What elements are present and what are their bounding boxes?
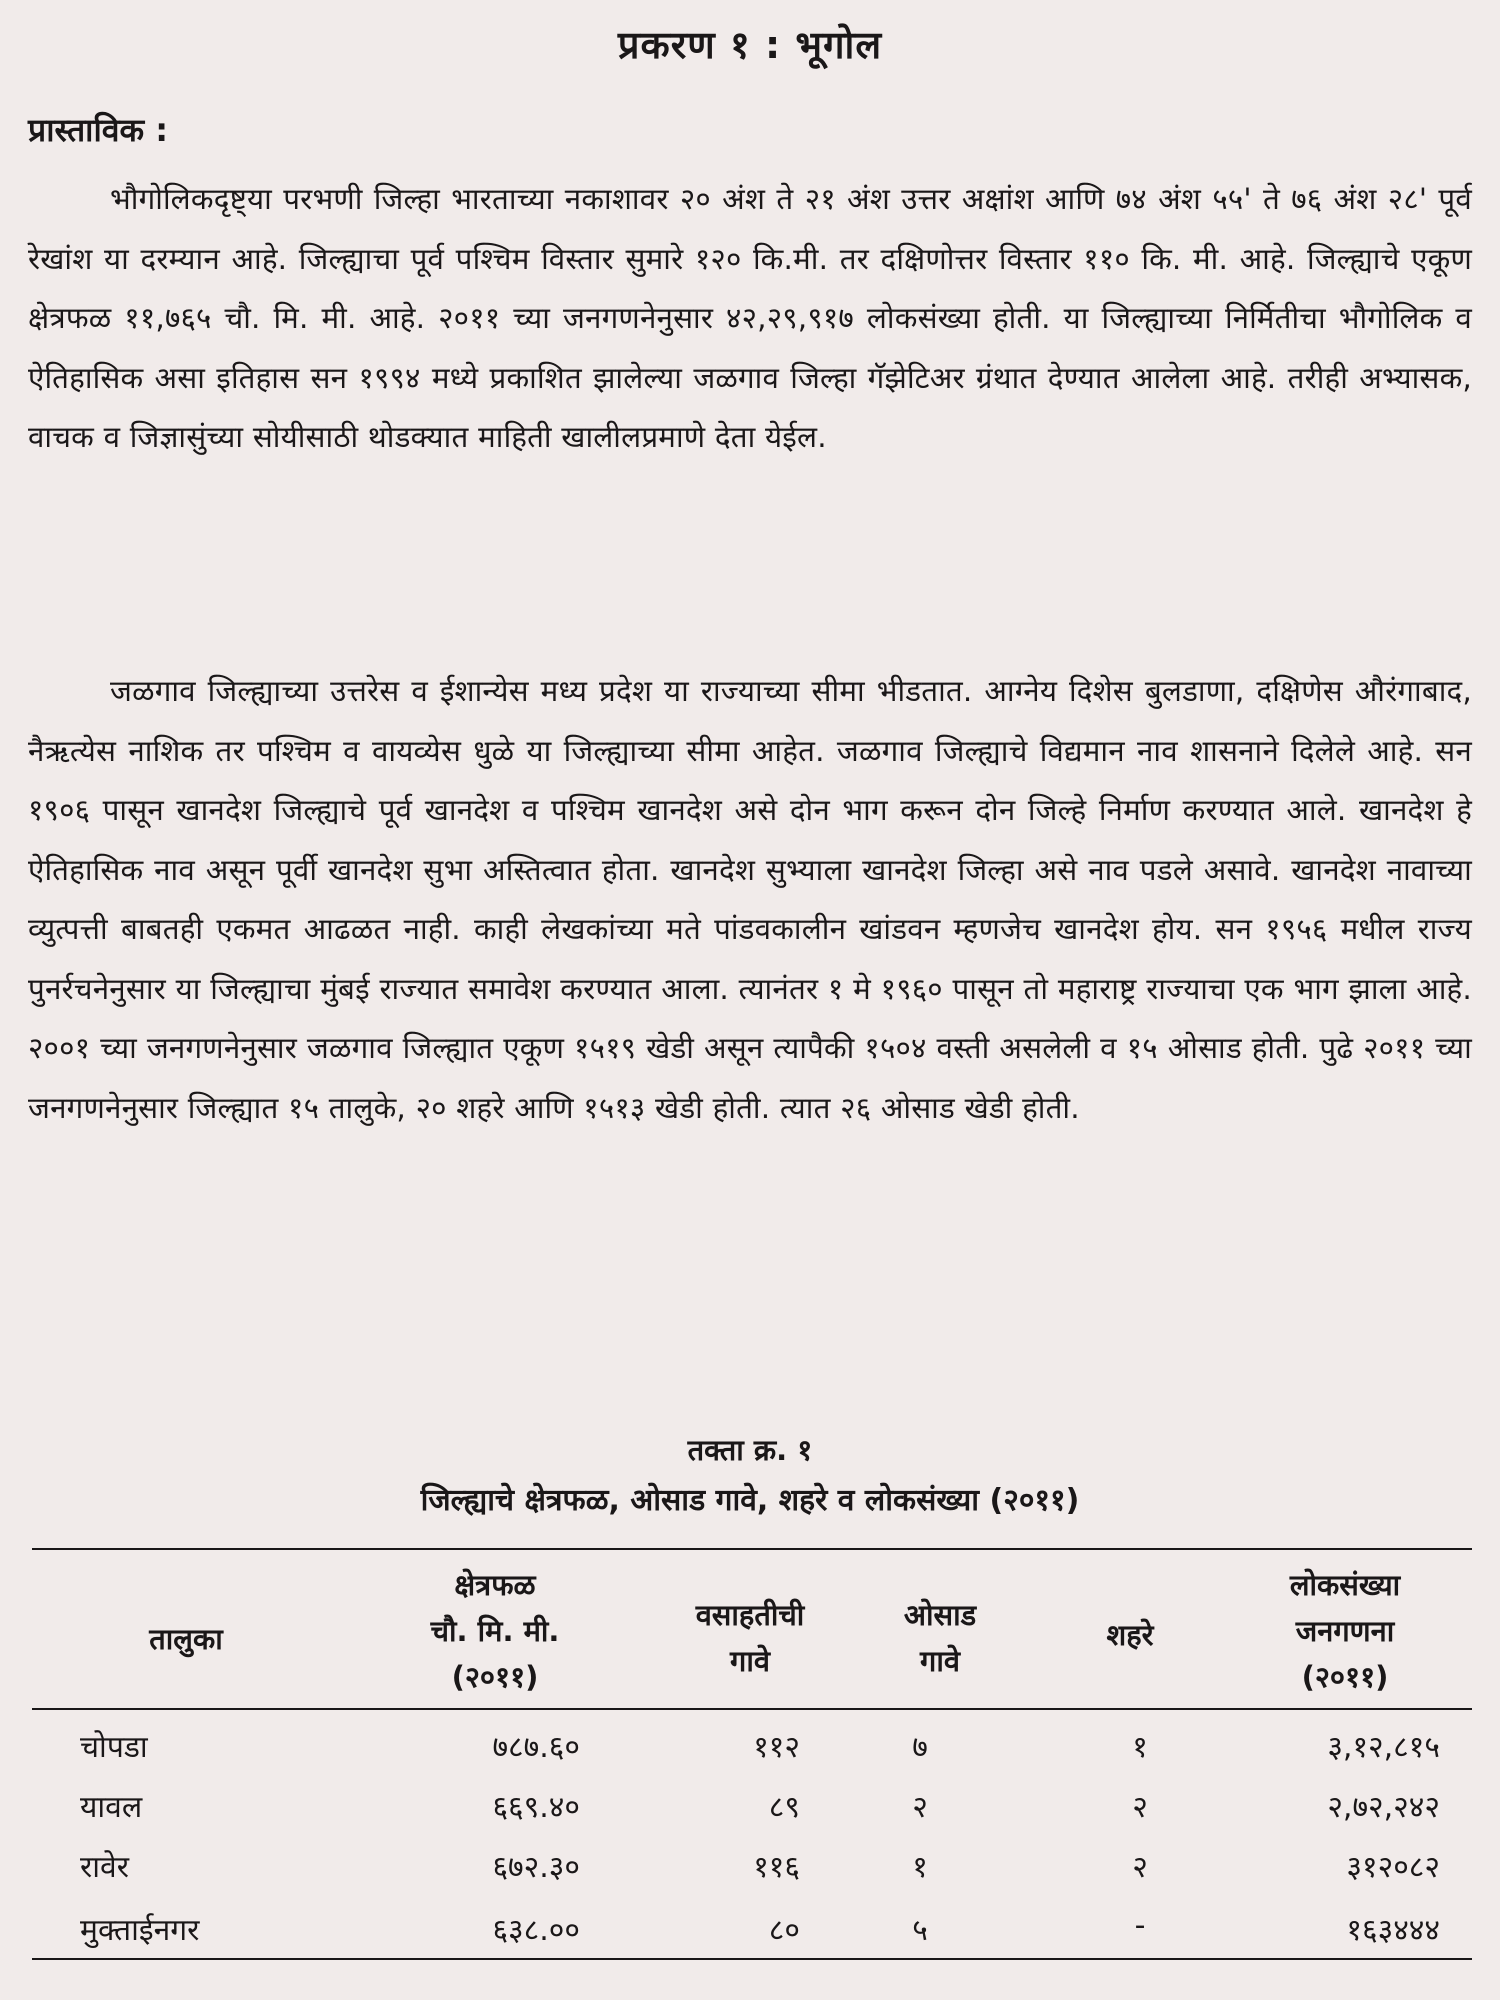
cell-deserted: १: [912, 1850, 928, 1885]
table-bottom-rule: [32, 1958, 1472, 1960]
cell-taluka: रावेर: [80, 1850, 129, 1885]
cell-deserted: २: [912, 1790, 928, 1825]
cell-towns: २: [1132, 1850, 1148, 1885]
cell-population: ३१२०८२: [1346, 1850, 1440, 1885]
cell-population: २,७२,२४२: [1327, 1790, 1440, 1825]
chapter-title: प्रकरण १ : भूगोल: [617, 23, 883, 67]
header-deserted-line1: ओसाड: [903, 1598, 977, 1632]
cell-population: १६३४४४: [1346, 1913, 1440, 1948]
header-area-line3: (२०११): [451, 1660, 539, 1694]
header-deserted-line2: गावे: [920, 1644, 960, 1678]
header-population-line1: लोकसंख्या: [1289, 1568, 1401, 1602]
cell-deserted: ५: [912, 1913, 928, 1948]
cell-taluka: यावल: [80, 1790, 143, 1825]
header-area-line1: क्षेत्रफळ: [454, 1568, 536, 1602]
paragraph-intro: भौगोलिकदृष्ट्या परभणी जिल्हा भारताच्या नकाशावर २० अंश ते २१ अंश उत्तर अक्षांश आणि ७४ अंश ५५' ते ७६ अंश २८' पूर्व रेखांश या दरम्यान आहे. जिल्ह्याचा पूर्व पश्चिम विस्तार सुमारे १२० कि.मी. तर दक्षिणोत्तर विस्तार ११० कि. मी. आहे. जिल्ह्याचे एकूण क्षेत्रफळ ११,७६५ चौ. मि. मी. आहे. २०११ च्या जनगणनेनुसार ४२,२९,९१७ लोकसंख्या होती. या जिल्ह्याच्या निर्मितीचा भौगोलिक व ऐतिहासिक असा इतिहास सन १९९४ मध्ये प्रकाशित झालेल्या जळगाव जिल्हा गॅझेटिअर ग्रंथात देण्यात आलेला आहे. तरीही अभ्यासक, वाचक व जिज्ञासुंच्या सोयीसाठी थोडक्यात माहिती खालीलप्रमाणे देता येईल.: [28, 182, 1472, 454]
cell-area: ६३८.००: [492, 1913, 580, 1948]
header-villages-line1: वसाहतीची: [695, 1598, 805, 1632]
table-header-rule: [32, 1708, 1472, 1710]
cell-villages: ८९: [768, 1790, 800, 1825]
cell-deserted: ७: [912, 1730, 928, 1765]
cell-towns: २: [1132, 1790, 1148, 1825]
header-population-line2: जनगणना: [1295, 1614, 1395, 1648]
table-top-rule: [32, 1548, 1472, 1550]
cell-area: ६६९.४०: [492, 1790, 580, 1825]
cell-villages: ११२: [753, 1730, 800, 1765]
cell-area: ६७२.३०: [492, 1850, 580, 1885]
header-villages-line2: गावे: [730, 1644, 770, 1678]
cell-taluka: चोपडा: [80, 1730, 148, 1765]
table-number: तक्ता क्र. १: [687, 1433, 813, 1467]
header-area-line2: चौ. मि. मी.: [430, 1614, 560, 1648]
cell-taluka: मुक्ताईनगर: [80, 1913, 200, 1948]
header-population-line3: (२०११): [1301, 1660, 1389, 1694]
cell-villages: ८०: [768, 1913, 800, 1948]
cell-towns: १: [1132, 1730, 1148, 1765]
header-taluka: तालुका: [149, 1622, 223, 1656]
table-title: जिल्ह्याचे क्षेत्रफळ, ओसाड गावे, शहरे व लोकसंख्या (२०११): [420, 1483, 1080, 1518]
paragraph-history: जळगाव जिल्ह्याच्या उत्तरेस व ईशान्येस मध्य प्रदेश या राज्याच्या सीमा भीडतात. आग्नेय दिशेस बुलडाणा, दक्षिणेस औरंगाबाद, नैऋत्येस नाशिक तर पश्चिम व वायव्येस धुळे या जिल्ह्याच्या सीमा आहेत. जळगाव जिल्ह्याचे विद्यमान नाव शासनाने दिलेले आहे. सन १९०६ पासून खानदेश जिल्ह्याचे पूर्व खानदेश व पश्चिम खानदेश असे दोन भाग करून दोन जिल्हे निर्माण करण्यात आले. खानदेश हे ऐतिहासिक नाव असून पूर्वी खानदेश सुभा अस्तित्वात होता. खानदेश सुभ्याला खानदेश जिल्हा असे नाव पडले असावे. खानदेश नावाच्या व्युत्पत्ती बाबतही एकमत आढळत नाही. काही लेखकांच्या मते पांडवकालीन खांडवन म्हणजेच खानदेश होय. सन १९५६ मधील राज्य पुनर्रचनेनुसार या जिल्ह्याचा मुंबई राज्यात समावेश करण्यात आला. त्यानंतर १ मे १९६० पासून तो महाराष्ट्र राज्याचा एक भाग झाला आहे. २००१ च्या जनगणनेनुसार जळगाव जिल्ह्यात एकूण १५१९ खेडी असून त्यापैकी १५०४ वस्ती असलेली व १५ ओसाड होती. पुढे २०११ च्या जनगणनेनुसार जिल्ह्यात १५ तालुके, २० शहरे आणि १५१३ खेडी होती. त्यात २६ ओसाड खेडी होती.: [28, 674, 1472, 1125]
cell-population: ३,१२,८१५: [1327, 1730, 1440, 1765]
cell-area: ७८७.६०: [492, 1730, 580, 1765]
section-heading: प्रास्ताविक :: [28, 111, 169, 149]
header-towns: शहरे: [1106, 1618, 1154, 1652]
cell-towns: -: [1134, 1908, 1146, 1943]
cell-villages: ११६: [753, 1850, 800, 1885]
